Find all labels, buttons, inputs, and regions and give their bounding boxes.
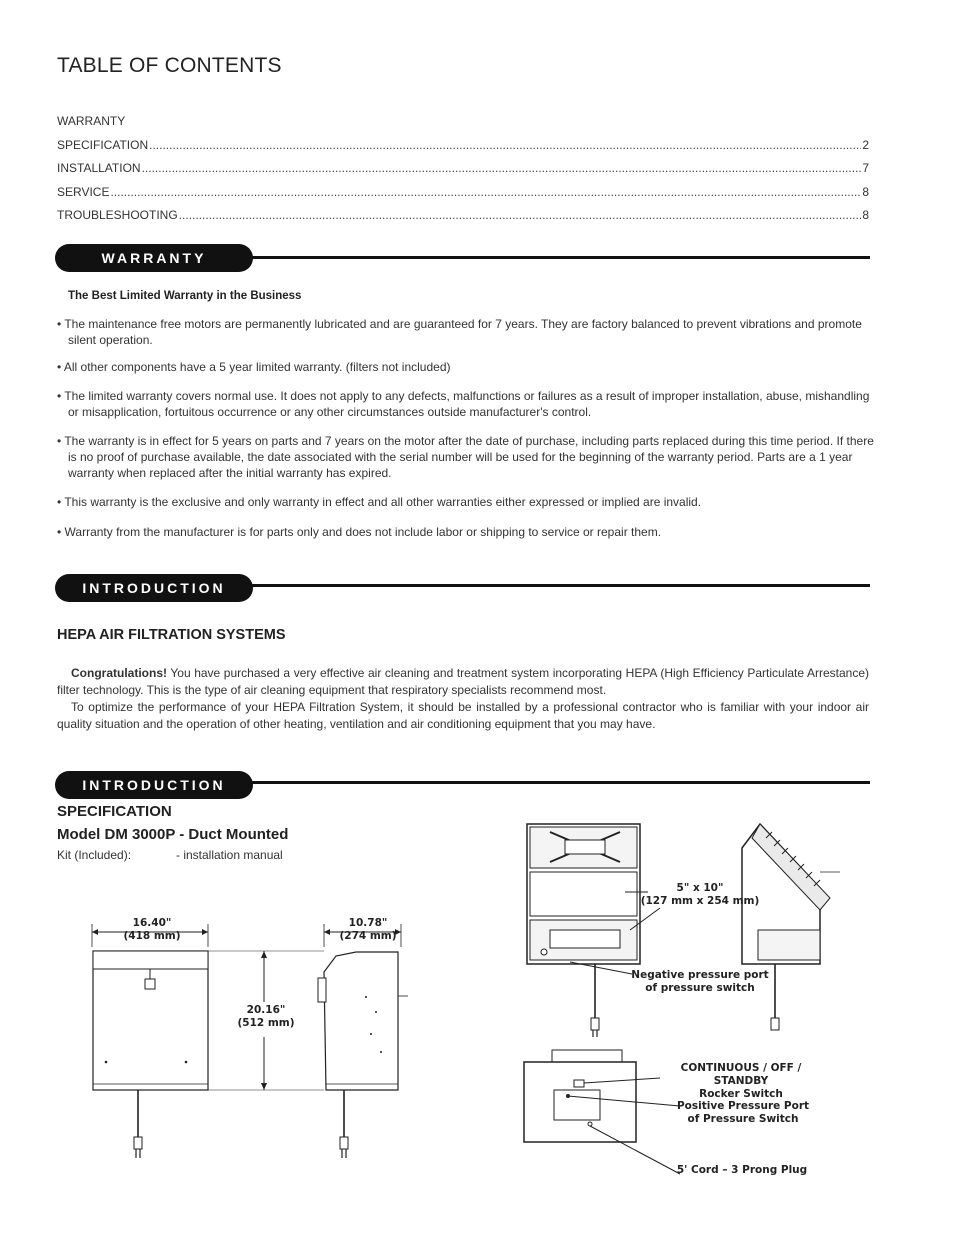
toc-entry-label: WARRANTY (57, 114, 126, 128)
cord-callout: 5' Cord – 3 Prong Plug (676, 1164, 808, 1176)
height-inches: 20.16" (246, 1004, 286, 1016)
interior-view-drawing (520, 818, 840, 1040)
warranty-bullet: • Warranty from the manufacturer is for parts only and does not include labor or shipping to service or repair them. (57, 525, 662, 539)
specification-banner (55, 771, 253, 799)
toc-entry-troubleshooting[interactable] (57, 208, 869, 232)
specification-divider (250, 781, 870, 784)
port-size-mm: (127 mm x 254 mm) (640, 895, 760, 907)
toc-entry-label: TROUBLESHOOTING (57, 208, 178, 222)
depth-mm: (274 mm) (339, 930, 397, 942)
warranty-bullet: • The maintenance free motors are permanently lubricated and are guaranteed for 7 years. They are factory balanced to prevent vibrations and promote silent operation. (57, 317, 862, 347)
toc-leader-dots (110, 185, 861, 199)
toc-entry-page: 7 (862, 161, 869, 175)
toc-entry-label: INSTALLATION (57, 161, 141, 175)
positive-port-line-1: Positive Pressure Port (676, 1100, 810, 1112)
toc-leader-dots (179, 208, 862, 222)
toc-entry-specification[interactable] (57, 138, 869, 162)
warranty-divider (250, 256, 870, 259)
front-side-dimension-drawing (86, 912, 416, 1172)
hepa-heading: HEPA AIR FILTRATION SYSTEMS (57, 627, 286, 643)
positive-port-line-2: of Pressure Switch (687, 1113, 799, 1125)
introduction-banner (55, 574, 253, 602)
width-mm: (418 mm) (123, 930, 181, 942)
warranty-bullet: • The warranty is in effect for 5 years on parts and 7 years on the motor after the date of purchase, including parts replaced during this time period. If there is no proof of purchase available, the date associated with the serial number will be used for the beginning of the warranty period. Parts are a 1 year warranty when replaced after the initial warranty has expired. (57, 434, 874, 480)
positive-port-callout (668, 1100, 818, 1126)
toc-leader-dots (149, 138, 861, 152)
warranty-banner (55, 244, 253, 272)
model-title: Model DM 3000P - Duct Mounted (57, 826, 289, 843)
intro-lead: Congratulations! (71, 666, 167, 680)
warranty-bullet: • All other components have a 5 year limited warranty. (filters not included) (57, 360, 451, 374)
negative-port-line-1: Negative pressure port (631, 969, 769, 981)
toc-entry-label: SERVICE (57, 184, 110, 199)
toc-title: TABLE OF CONTENTS (57, 54, 282, 77)
warranty-banner-label: WARRANTY (55, 244, 253, 272)
rocker-switch-line-2: Rocker Switch (699, 1088, 783, 1100)
toc-entry-warranty[interactable] (57, 114, 869, 138)
depth-inches: 10.78" (348, 917, 388, 929)
introduction-banner-label: INTRODUCTION (55, 574, 253, 602)
port-size-inches: 5" x 10" (676, 882, 724, 894)
rocker-switch-line-1: CONTINUOUS / OFF / STANDBY (680, 1062, 802, 1087)
height-mm: (512 mm) (237, 1017, 295, 1029)
toc-entry-page: 8 (862, 208, 869, 222)
warranty-subtitle: The Best Limited Warranty in the Business (68, 290, 302, 302)
toc-entry-installation[interactable] (57, 161, 869, 185)
toc-entry-page: 2 (862, 137, 869, 152)
kit-value: - installation manual (176, 848, 283, 862)
toc-leader-dots (142, 161, 862, 175)
specification-banner-label: INTRODUCTION (55, 771, 253, 799)
warranty-bullet: • The limited warranty covers normal use. It does not apply to any defects, malfunctions or failures as a result of improper installation, abuse, mishandling or misapplication, fortuitous occurrence or any other circumstances outside manufacturer's control. (57, 389, 870, 419)
height-dimension-label (226, 1004, 306, 1030)
toc-entry-page: 8 (862, 184, 869, 199)
negative-port-line-2: of pressure switch (645, 982, 755, 994)
negative-port-callout (630, 969, 770, 995)
intro-paragraph-1-text: You have purchased a very effective air cleaning and treatment system incorporating HEPA (High Efficiency Particulate Arrestance) filter technology. This is the type of air cleaning equipment that respiratory specialists recommend most. (57, 666, 869, 697)
toc-list (57, 114, 869, 232)
depth-dimension-label (328, 917, 408, 943)
toc-entry-label: SPECIFICATION (57, 137, 149, 152)
kit-label: Kit (Included): (57, 848, 132, 862)
intro-paragraph-2: To optimize the performance of your HEPA Filtration System, it should be installed by a professional contractor who is familiar with your indoor air quality situation and the operation of other heating, ventilation and air conditioning equipment that you may have. (57, 700, 869, 731)
specification-heading: SPECIFICATION (57, 803, 172, 820)
rocker-switch-callout (656, 1062, 826, 1101)
toc-entry-service[interactable] (57, 185, 869, 209)
introduction-divider (250, 584, 870, 587)
port-size-callout (640, 882, 760, 908)
width-inches: 16.40" (132, 917, 172, 929)
width-dimension-label (112, 917, 192, 943)
intro-paragraph-1 (57, 665, 869, 699)
warranty-bullet: • This warranty is the exclusive and only warranty in effect and all other warranties either expressed or implied are invalid. (57, 495, 702, 509)
